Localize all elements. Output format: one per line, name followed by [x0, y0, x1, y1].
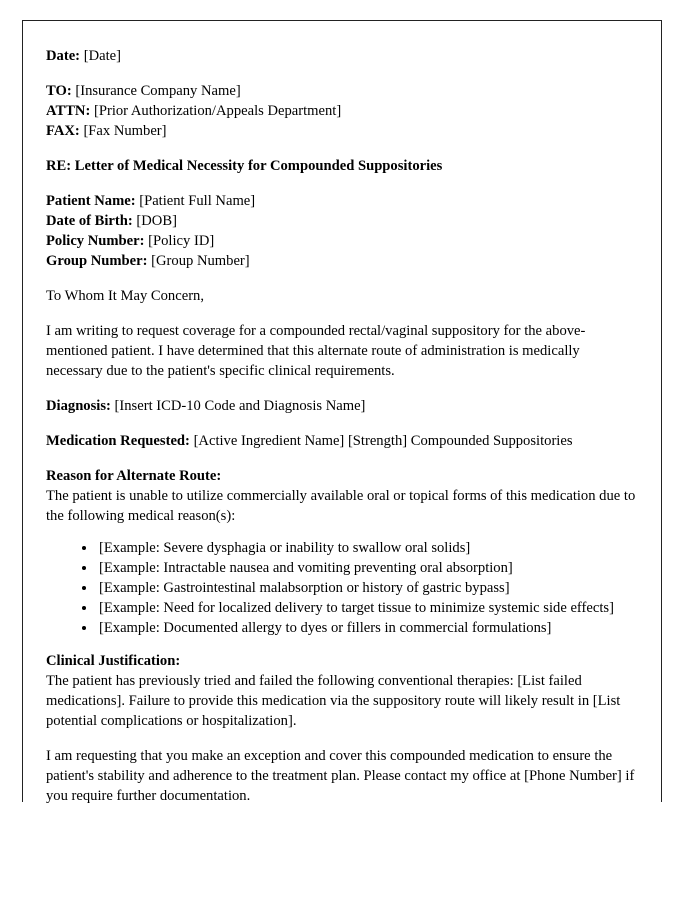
patient-name-label: Patient Name:: [46, 192, 136, 209]
to-value: [Insurance Company Name]: [75, 82, 241, 99]
diagnosis-value: [Insert ICD-10 Code and Diagnosis Name]: [114, 397, 366, 414]
reason-bullet-list: [46, 539, 639, 639]
salutation-block: [46, 287, 639, 307]
reason-section-heading: Reason for Alternate Route:: [46, 467, 222, 484]
medication-value: [Active Ingredient Name] [Strength] Compounded Suppositories: [193, 432, 573, 449]
medication-label: Medication Requested:: [46, 432, 190, 449]
policy-number-label: Policy Number:: [46, 232, 145, 249]
to-label: TO:: [46, 82, 72, 99]
list-item: • [Example: Severe dysphagia or inability to swallow oral solids]: [97, 539, 639, 559]
letter-body: [23, 21, 661, 807]
policy-number-line: [46, 232, 639, 252]
patient-info-block: [46, 192, 639, 272]
date-block: [46, 47, 639, 67]
patient-dob-label: Date of Birth:: [46, 212, 133, 229]
medication-block: [46, 432, 639, 452]
attn-value: [Prior Authorization/Appeals Department]: [93, 102, 342, 119]
group-number-line: [46, 252, 639, 272]
date-label: Date:: [46, 48, 81, 64]
to-line: [46, 82, 639, 102]
medication-line: [46, 432, 639, 452]
list-item: • [Example: Intractable nausea and vomiting preventing oral absorption]: [97, 559, 639, 579]
reason-section: [46, 467, 639, 639]
group-number-label: Group Number:: [46, 252, 148, 269]
fax-line: [46, 122, 639, 142]
patient-name-line: [46, 192, 639, 212]
patient-dob-line: [46, 212, 639, 232]
fax-value: [Fax Number]: [83, 122, 167, 139]
subject-block: [46, 157, 639, 177]
diagnosis-line: [46, 397, 639, 417]
policy-number-value: [Policy ID]: [148, 232, 215, 249]
closing-paragraph: I am requesting that you make an exception and cover this compounded medication to ensure the patient's stability and adherence to the treatment plan. Please contact my office at [Phone Number] if you require further documentation.: [46, 747, 635, 804]
subject-line: RE: Letter of Medical Necessity for Compounded Suppositories: [46, 157, 443, 174]
clinical-justification-body: The patient has previously tried and failed the following conventional therapies: [List failed medications]. Failure to provide this medication via the suppository route will likely result in [List potential complications or hospitalization].: [46, 672, 621, 729]
clinical-justification-section: [46, 652, 639, 732]
date-line: [46, 47, 639, 67]
fax-label: FAX:: [46, 122, 80, 139]
closing-paragraph-block: [46, 747, 639, 807]
intro-paragraph: I am writing to request coverage for a compounded rectal/vaginal suppository for the above-mentioned patient. I have determined that this alternate route of administration is medically necessary due to the patient's specific clinical requirements.: [46, 322, 586, 379]
reason-section-lead-in: The patient is unable to utilize commercially available oral or topical forms of this medication due to the following medical reason(s):: [46, 487, 636, 524]
recipient-block: [46, 82, 639, 142]
attn-label: ATTN:: [46, 102, 91, 119]
group-number-value: [Group Number]: [151, 252, 250, 269]
diagnosis-block: [46, 397, 639, 417]
clinical-justification-heading: Clinical Justification:: [46, 652, 181, 669]
diagnosis-label: Diagnosis:: [46, 397, 111, 414]
list-item: • [Example: Documented allergy to dyes or fillers in commercial formulations]: [97, 619, 639, 639]
list-item: • [Example: Gastrointestinal malabsorption or history of gastric bypass]: [97, 579, 639, 599]
patient-name-value: [Patient Full Name]: [139, 192, 256, 209]
letter-page-frame: [22, 20, 662, 802]
patient-dob-value: [DOB]: [136, 212, 177, 229]
attn-line: [46, 102, 639, 122]
list-item: • [Example: Need for localized delivery to target tissue to minimize systemic side effects]: [97, 599, 639, 619]
date-value: [Date]: [83, 48, 121, 64]
intro-paragraph-block: [46, 322, 639, 382]
salutation-line: To Whom It May Concern,: [46, 287, 204, 304]
